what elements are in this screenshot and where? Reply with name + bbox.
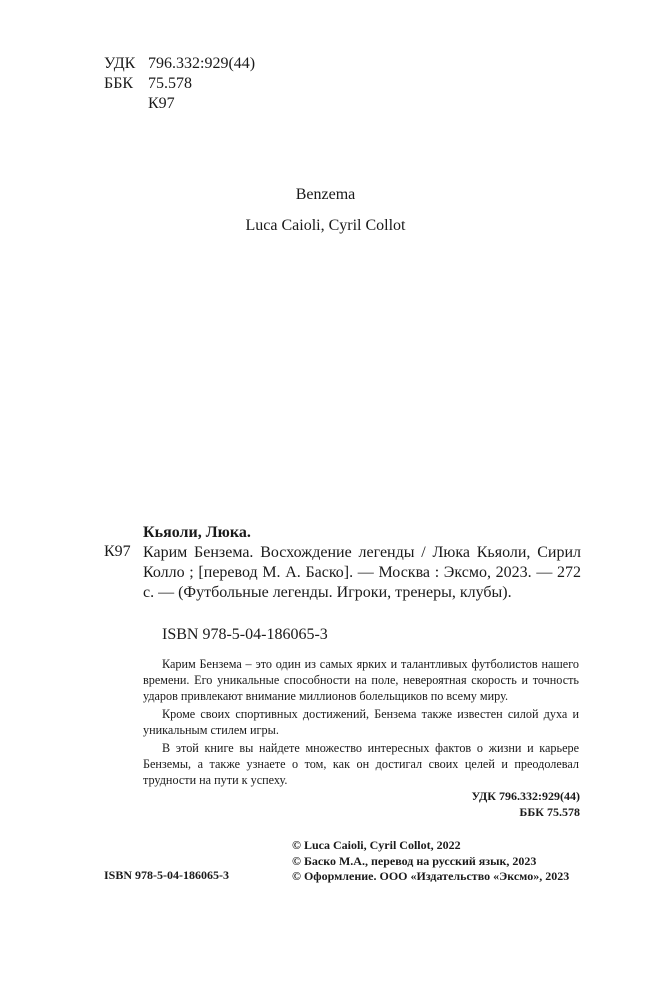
catalog-isbn: ISBN 978-5-04-186065-3 bbox=[162, 626, 328, 643]
annotation-paragraph: Кроме своих спортивных достижений, Бензема также известен силой духа и уникальным стилем игры. bbox=[143, 707, 579, 737]
bottom-codes bbox=[471, 788, 580, 820]
udk-label: УДК bbox=[104, 55, 136, 72]
catalog-description: Карим Бензема. Восхождение легенды / Люка Кьяоли, Сирил Колло ; [перевод М. А. Баско]. — Москва : Эксмо, 2023. — 272 с. — (Футбольные легенды. Игроки, тренеры, клубы). bbox=[143, 544, 581, 601]
copyright-line: © Оформление. ООО «Издательство «Эксмо», 2023 bbox=[292, 869, 570, 883]
catalog-author-heading: Кьяоли, Люка. bbox=[143, 524, 251, 541]
udk-row bbox=[104, 54, 255, 74]
copyright-block bbox=[292, 838, 569, 885]
author-code: К97 bbox=[148, 95, 175, 112]
author-code-row bbox=[104, 94, 255, 114]
udk-value: 796.332:929(44) bbox=[148, 55, 256, 72]
bbk-label: ББК bbox=[104, 75, 134, 92]
copyright-line: © Luca Caioli, Cyril Collot, 2022 bbox=[292, 838, 461, 852]
bottom-isbn: ISBN 978-5-04-186065-3 bbox=[104, 868, 229, 882]
catalog-code: К97 bbox=[104, 543, 131, 560]
copyright-line: © Баско М.А., перевод на русский язык, 2023 bbox=[292, 853, 537, 868]
bottom-udk: УДК 796.332:929(44) bbox=[471, 789, 580, 803]
bbk-value: 75.578 bbox=[148, 75, 192, 92]
original-authors: Luca Caioli, Cyril Collot bbox=[245, 217, 406, 234]
annotation-paragraph: Карим Бензема – это один из самых ярких и талантливых футболистов нашего времени. Его уникальные способности на поле, невероятная скорость и точность ударов привлекают внимание миллионов болельщиков по всему миру. bbox=[143, 657, 579, 703]
classification-block bbox=[104, 54, 255, 114]
bbk-row bbox=[104, 74, 255, 94]
original-title: Benzema bbox=[295, 186, 356, 203]
bottom-bbk: ББК 75.578 bbox=[519, 805, 580, 819]
annotation-paragraph: В этой книге вы найдете множество интересных фактов о жизни и карьере Бенземы, а также узнаете о том, как он достигал своих целей и преодолевал трудности на пути к успеху. bbox=[143, 741, 579, 787]
annotation bbox=[143, 656, 579, 788]
